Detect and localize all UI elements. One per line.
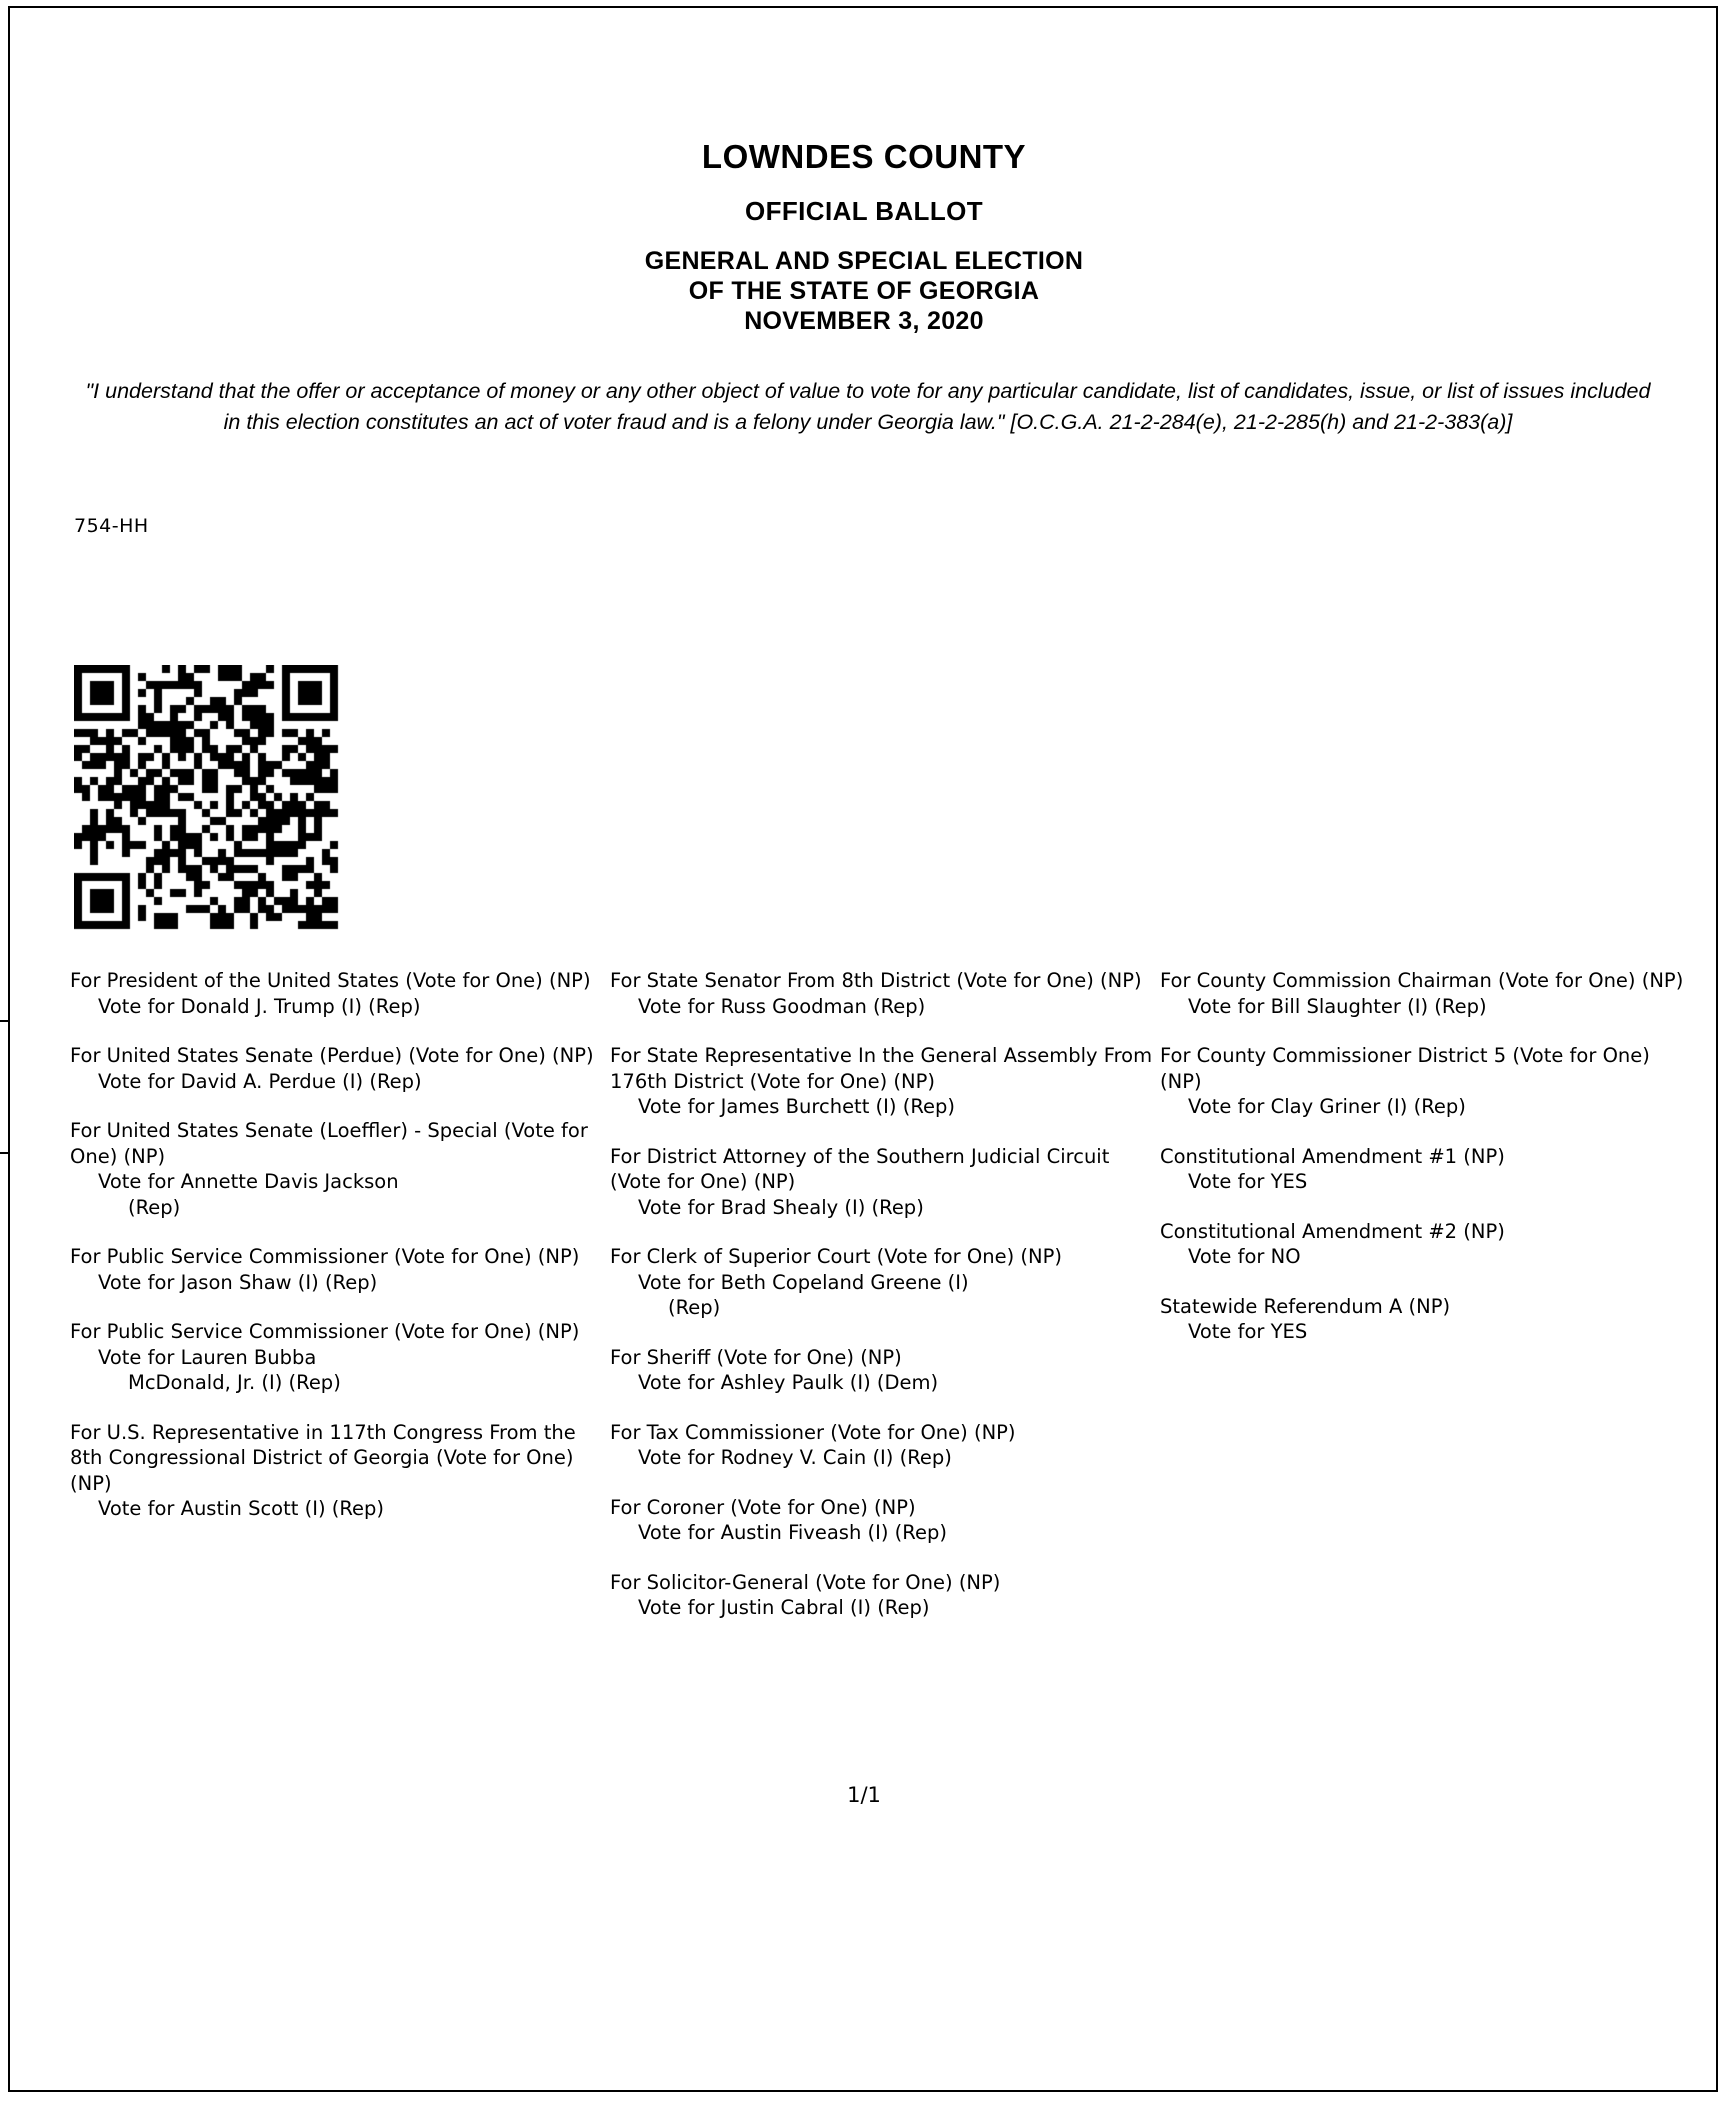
contest-selection: Vote for Brad Shealy (I) (Rep) xyxy=(638,1195,924,1219)
contest-block xyxy=(1160,1144,1690,1195)
contest-selection-continued: McDonald, Jr. (I) (Rep) xyxy=(128,1371,341,1394)
contest-title: For United States Senate (Perdue) (Vote for One) (NP) xyxy=(70,1044,594,1067)
contest-block xyxy=(1160,1219,1690,1270)
ballot-style-id: 754-HH xyxy=(74,515,149,537)
contest-block xyxy=(1160,1043,1690,1120)
contest-title: For District Attorney of the Southern Judicial Circuit (Vote for One) (NP) xyxy=(610,1144,1110,1193)
ballot-qr-code-icon xyxy=(74,665,359,937)
contest-block xyxy=(70,1118,600,1220)
contest-selection: Vote for Ashley Paulk (I) (Dem) xyxy=(638,1371,939,1394)
contest-selection: Vote for Austin Fiveash (I) (Rep) xyxy=(638,1521,947,1544)
contest-title: For Clerk of Superior Court (Vote for One) (NP) xyxy=(610,1245,1062,1268)
contest-column-1 xyxy=(70,968,600,1546)
contest-selection: Vote for NO xyxy=(1188,1245,1301,1268)
contest-block xyxy=(70,1319,600,1396)
contest-block xyxy=(70,1244,600,1295)
contest-selection: Vote for YES xyxy=(1188,1170,1308,1193)
contest-selection: Vote for Austin Scott (I) (Rep) xyxy=(98,1497,385,1520)
contest-title: Statewide Referendum A (NP) xyxy=(1160,1294,1451,1318)
contest-selection: Vote for Clay Griner (I) (Rep) xyxy=(1188,1095,1466,1118)
contest-title: For County Commissioner District 5 (Vote for One) (NP) xyxy=(1160,1044,1650,1093)
contest-block xyxy=(610,1144,1155,1221)
contest-title: For Coroner (Vote for One) (NP) xyxy=(610,1495,916,1519)
contest-selection: Vote for Beth Copeland Greene (I) xyxy=(638,1270,969,1294)
contest-selection: Vote for Donald J. Trump (I) (Rep) xyxy=(98,994,421,1018)
contest-block xyxy=(610,1495,1155,1546)
contest-selection: Vote for James Burchett (I) (Rep) xyxy=(638,1095,955,1118)
contest-column-2 xyxy=(610,968,1155,1645)
contest-block xyxy=(610,1345,1155,1396)
contest-block xyxy=(1160,1294,1690,1345)
contest-title: For Tax Commissioner (Vote for One) (NP) xyxy=(610,1420,1016,1444)
contest-title: For President of the United States (Vote for One) (NP) xyxy=(70,969,591,992)
contest-selection: Vote for Lauren Bubba xyxy=(98,1345,317,1369)
contest-block xyxy=(70,1043,600,1094)
election-date: NOVEMBER 3, 2020 xyxy=(744,307,984,335)
voter-fraud-oath-text: "I understand that the offer or acceptance of money or any other object of value to vote for any particular candidate, list of candidates, issue, or list of issues included in this election constitutes an act of voter fraud and is a felony under Georgia law." [O.C.G.A. 21-2-284(e), 21-2-285(h) and 21-2-383(a)] xyxy=(85,379,1651,434)
page-title-official-ballot: OFFICIAL BALLOT xyxy=(744,196,984,226)
contest-selection: Vote for Justin Cabral (I) (Rep) xyxy=(638,1596,930,1619)
contest-title: For U.S. Representative in 117th Congress From the 8th Congressional District of Georgia (Vote for One) (NP) xyxy=(70,1420,576,1495)
contest-title: For State Senator From 8th District (Vote for One) (NP) xyxy=(610,969,1142,992)
contest-title: Constitutional Amendment #2 (NP) xyxy=(1160,1219,1505,1243)
contest-title: For Solicitor-General (Vote for One) (NP) xyxy=(610,1570,1001,1594)
contest-block xyxy=(1160,968,1690,1019)
contest-block xyxy=(610,1420,1155,1471)
election-heading xyxy=(0,246,1728,336)
election-heading-line2: OF THE STATE OF GEORGIA xyxy=(688,277,1040,305)
contest-block xyxy=(610,1244,1155,1321)
contest-title: For Public Service Commissioner (Vote for One) (NP) xyxy=(70,1320,580,1343)
contest-title: Constitutional Amendment #1 (NP) xyxy=(1160,1144,1505,1168)
contest-title: For Sheriff (Vote for One) (NP) xyxy=(610,1345,902,1369)
contest-block xyxy=(610,1570,1155,1621)
contest-title: For United States Senate (Loeffler) - Special (Vote for One) (NP) xyxy=(70,1119,588,1168)
contest-block xyxy=(70,968,600,1019)
contest-columns xyxy=(70,968,1684,1668)
contest-selection: Vote for Annette Davis Jackson xyxy=(98,1170,399,1193)
page-number: 1/1 xyxy=(847,1783,881,1807)
contest-block xyxy=(70,1420,600,1522)
page-title-county: LOWNDES COUNTY xyxy=(701,138,1027,175)
contest-selection-continued: (Rep) xyxy=(668,1296,721,1319)
election-heading-line1: GENERAL AND SPECIAL ELECTION xyxy=(644,247,1084,275)
contest-title: For State Representative In the General Assembly From 176th District (Vote for One) (NP) xyxy=(610,1044,1153,1093)
contest-selection: Vote for Rodney V. Cain (I) (Rep) xyxy=(638,1446,952,1469)
contest-block xyxy=(610,968,1155,1019)
contest-selection-continued: (Rep) xyxy=(128,1195,181,1219)
contest-selection: Vote for David A. Perdue (I) (Rep) xyxy=(98,1069,422,1093)
contest-selection: Vote for YES xyxy=(1188,1320,1308,1343)
contest-title: For Public Service Commissioner (Vote for One) (NP) xyxy=(70,1245,580,1268)
contest-selection: Vote for Bill Slaughter (I) (Rep) xyxy=(1188,994,1487,1018)
contest-title: For County Commission Chairman (Vote for One) (NP) xyxy=(1160,969,1684,992)
contest-selection: Vote for Jason Shaw (I) (Rep) xyxy=(98,1270,378,1294)
contest-block xyxy=(610,1043,1155,1120)
contest-selection: Vote for Russ Goodman (Rep) xyxy=(638,994,926,1018)
contest-column-3 xyxy=(1160,968,1690,1369)
